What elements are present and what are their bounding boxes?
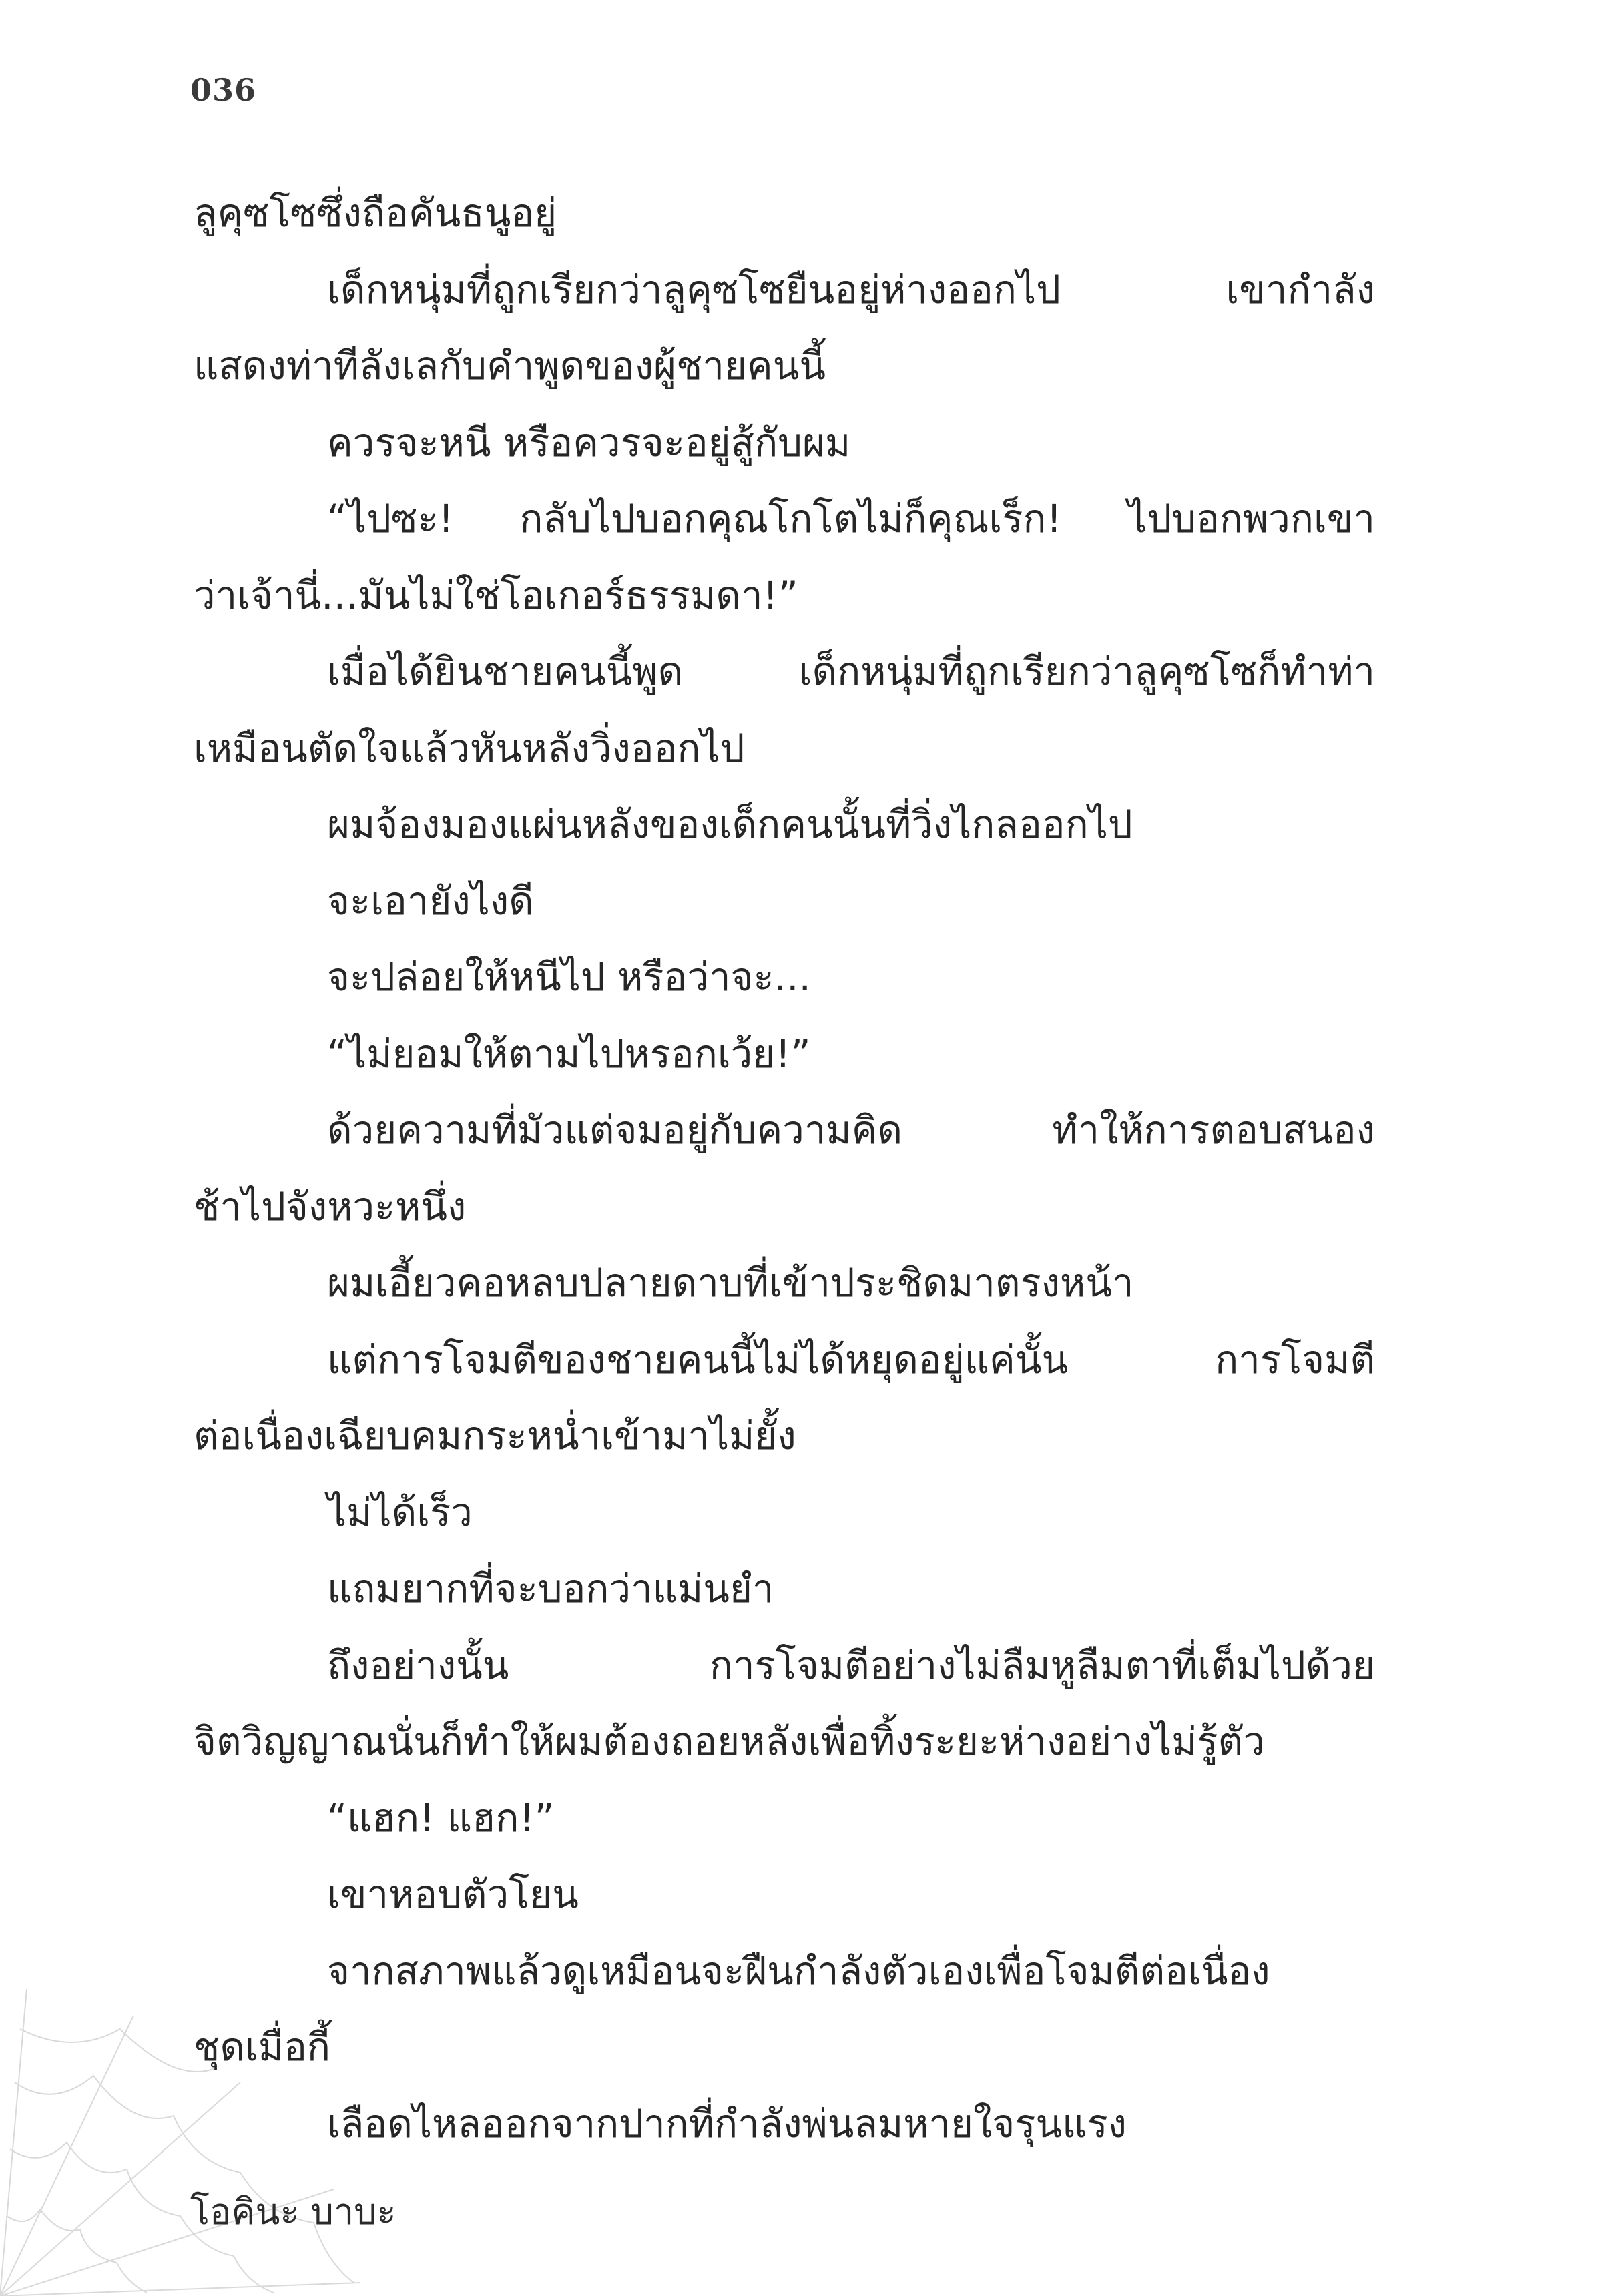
text-line: ด้วยความที่มัวแต่จมอยู่กับความคิด ทำให้การตอบสนอง <box>327 1107 1375 1153</box>
page-number: 036 <box>190 72 257 108</box>
text-line: แสดงท่าทีลังเลกับคำพูดของผู้ชายคนนี้ <box>194 343 826 388</box>
text-line: “ไปซะ! กลับไปบอกคุณโกโตไม่ก็คุณเร็ก! ไปบอกพวกเขา <box>327 496 1375 541</box>
text-line: เหมือนตัดใจแล้วหันหลังวิ่งออกไป <box>194 725 745 771</box>
text-line: ผมเอี้ยวคอหลบปลายดาบที่เข้าประชิดมาตรงหน้า <box>327 1260 1134 1306</box>
spider-web-icon <box>0 1989 360 2296</box>
text-line: ผมจ้องมองแผ่นหลังของเด็กคนนั้นที่วิ่งไกลออกไป <box>327 802 1133 847</box>
text-line: ว่าเจ้านี่...มันไม่ใช่โอเกอร์ธรรมดา!” <box>194 572 798 618</box>
text-line: จะเอายังไงดี <box>327 878 534 924</box>
text-line: ควรจะหนี หรือควรจะอยู่สู้กับผม <box>327 419 851 465</box>
text-line: จิตวิญญาณนั่นก็ทำให้ผมต้องถอยหลังเพื่อทิ้งระยะห่างอย่างไม่รู้ตัว <box>194 1719 1265 1764</box>
text-line: ต่อเนื่องเฉียบคมกระหน่ำเข้ามาไม่ยั้ง <box>194 1413 796 1458</box>
text-line: ถึงอย่างนั้น การโจมตีอย่างไม่ลืมหูลืมตาที่เต็มไปด้วย <box>327 1642 1375 1688</box>
text-line: จากสภาพแล้วดูเหมือนจะฝืนกำลังตัวเองเพื่อโจมตีต่อเนื่อง <box>327 1948 1270 1994</box>
text-line: “แฮก! แฮก!” <box>327 1795 555 1841</box>
text-line: เลือดไหลออกจากปากที่กำลังพ่นลมหายใจรุนแรง <box>327 2100 1127 2146</box>
text-line: จะปล่อยให้หนีไป หรือว่าจะ... <box>327 954 811 1000</box>
text-line: ไม่ได้เร็ว <box>327 1489 473 1535</box>
text-line: “ไม่ยอมให้ตามไปหรอกเว้ย!” <box>327 1031 811 1077</box>
text-line: ชุดเมื่อกี้ <box>194 2024 331 2070</box>
text-line: เขาหอบตัวโยน <box>327 1872 579 1917</box>
text-line: เด็กหนุ่มที่ถูกเรียกว่าลูคุซโซยืนอยู่ห่างออกไป เขากำลัง <box>327 266 1375 312</box>
text-line: ช้าไปจังหวะหนึ่ง <box>194 1183 467 1229</box>
body-text <box>194 175 1375 2162</box>
text-line: ลูคุซโซซึ่งถือคันธนูอยู่ <box>194 190 557 236</box>
text-line: แต่การโจมตีของชายคนนี้ไม่ได้หยุดอยู่แค่นั้น การโจมตี <box>327 1336 1375 1382</box>
author-footer: โอคินะ บาบะ <box>190 2191 396 2233</box>
text-line: แถมยากที่จะบอกว่าแม่นยำ <box>327 1566 774 1611</box>
text-line: เมื่อได้ยินชายคนนี้พูด เด็กหนุ่มที่ถูกเรียกว่าลูคุซโซก็ทำท่า <box>327 649 1375 694</box>
